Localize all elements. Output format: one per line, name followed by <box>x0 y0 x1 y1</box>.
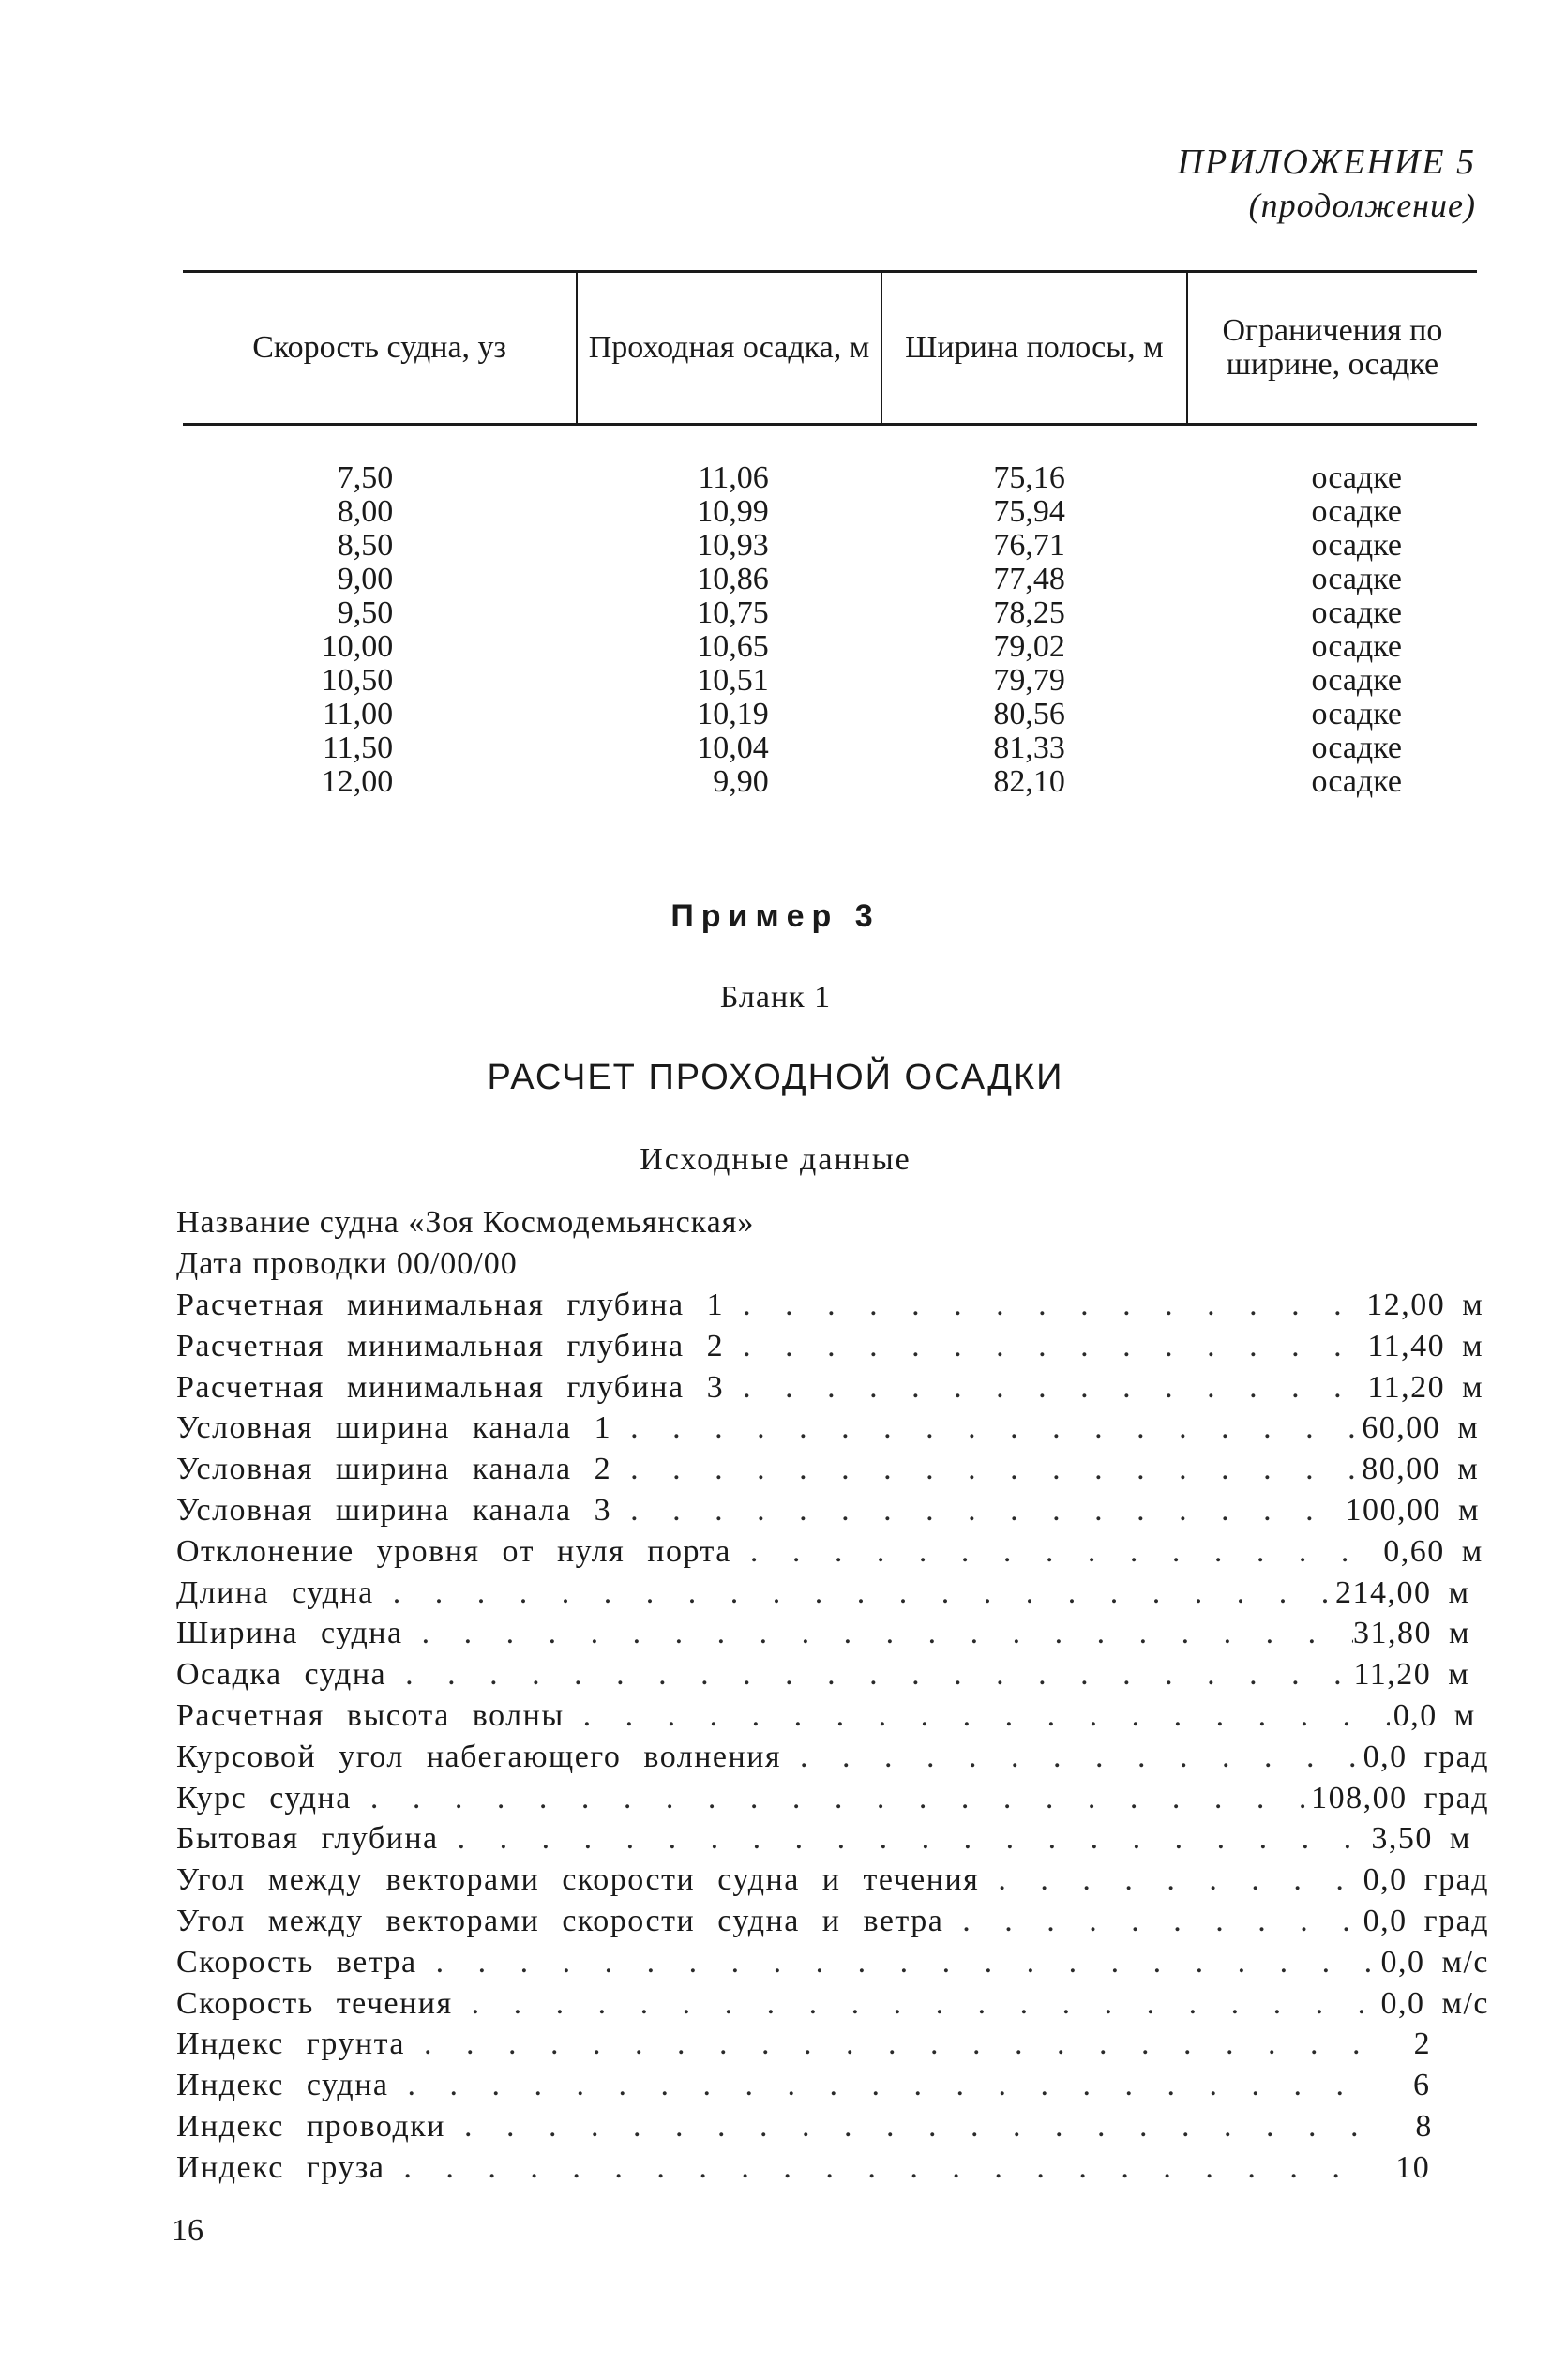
param-row <box>176 1326 1489 1367</box>
param-value: 0,0 <box>1380 1985 1425 2021</box>
leader-dots <box>731 1531 1383 1573</box>
cell-draft: 10,51 <box>697 663 769 698</box>
cell-draft: 10,19 <box>697 697 769 731</box>
results-table-container <box>183 270 1477 799</box>
cell-draft: 10,99 <box>697 494 769 529</box>
cell-limit: осадке <box>1311 629 1402 664</box>
header-lane-width: Ширина полосы, м <box>881 272 1187 425</box>
param-row <box>176 1531 1489 1573</box>
param-label: Расчетная минимальная глубина 1 <box>176 1288 725 1322</box>
leader-dots <box>724 1326 1367 1367</box>
table-row <box>183 698 1477 731</box>
leader-dots <box>611 1490 1345 1531</box>
table-row <box>183 630 1477 664</box>
cell-speed: 9,50 <box>337 595 394 630</box>
header-limits: Ограничения по ширине, осадке <box>1187 272 1477 425</box>
cell-width: 79,02 <box>993 629 1065 664</box>
param-row <box>176 1408 1489 1449</box>
param-unit: м <box>1457 1452 1480 1487</box>
param-label: Условная ширина канала 1 <box>176 1410 612 1446</box>
leader-dots <box>611 1408 1362 1449</box>
param-row <box>176 1285 1489 1326</box>
example-heading: Пример 3 <box>670 898 881 934</box>
param-value: 0,0 <box>1363 1862 1408 1898</box>
vessel-name-line: Название судна «Зоя Космодемьянская» <box>176 1205 755 1240</box>
cell-draft: 10,93 <box>697 528 769 563</box>
leader-dots <box>403 1613 1353 1654</box>
param-row <box>176 1737 1489 1778</box>
leader-dots <box>453 1983 1372 2025</box>
param-value: 6 <box>1412 2068 1431 2103</box>
param-row <box>176 2106 1489 2147</box>
param-unit: м <box>1457 1410 1480 1446</box>
param-label: Скорость ветра <box>176 1944 417 1980</box>
param-value: 0,0 <box>1363 1903 1408 1938</box>
param-row <box>176 1901 1489 1942</box>
cell-draft: 9,90 <box>713 764 769 799</box>
param-row <box>176 1573 1489 1614</box>
param-label: Курс судна <box>176 1780 352 1815</box>
param-value: 8 <box>1415 2108 1433 2144</box>
cell-speed: 7,50 <box>337 460 394 495</box>
leader-dots <box>781 1737 1363 1778</box>
cell-draft: 10,75 <box>697 595 769 630</box>
cell-limit: осадке <box>1311 562 1402 596</box>
param-value: 31,80 <box>1353 1616 1433 1651</box>
cell-draft: 10,86 <box>697 562 769 596</box>
param-unit: м <box>1461 1533 1483 1569</box>
leader-dots <box>405 2024 1375 2065</box>
param-unit: м <box>1449 1616 1471 1651</box>
input-data-heading: Исходные данные <box>640 1142 911 1177</box>
param-value: 60,00 <box>1362 1410 1441 1446</box>
leader-dots <box>565 1695 1390 1737</box>
param-label: Условная ширина канала 3 <box>176 1492 612 1528</box>
param-value: 0,0 <box>1393 1697 1438 1733</box>
table-row <box>183 596 1477 630</box>
param-label: Скорость течения <box>176 1985 453 2021</box>
param-label: Бытовая глубина <box>176 1821 439 1857</box>
cell-width: 78,25 <box>993 595 1065 630</box>
table-row <box>183 529 1477 563</box>
param-unit: град <box>1423 1739 1489 1774</box>
param-value: 12,00 <box>1366 1288 1446 1322</box>
leader-dots <box>724 1285 1366 1326</box>
param-value: 11,40 <box>1367 1328 1446 1363</box>
leader-dots <box>724 1367 1367 1408</box>
leader-dots <box>943 1901 1363 1942</box>
param-row <box>176 1490 1489 1531</box>
cell-speed: 11,50 <box>322 731 394 765</box>
cell-limit: осадке <box>1311 460 1402 495</box>
cell-width: 81,33 <box>993 731 1065 765</box>
param-label: Индекс проводки <box>176 2108 445 2144</box>
table-row <box>183 731 1477 765</box>
param-row <box>176 1860 1489 1901</box>
pilotage-date-line: Дата проводки 00/00/00 <box>176 1246 518 1281</box>
param-unit: м <box>1458 1492 1481 1528</box>
param-label: Угол между векторами скорости судна и течения <box>176 1862 980 1898</box>
param-row <box>176 1818 1489 1860</box>
param-value: 0,0 <box>1380 1944 1425 1980</box>
param-row <box>176 1983 1489 2025</box>
form-label: Бланк 1 <box>719 980 832 1015</box>
table-row <box>183 495 1477 529</box>
leader-dots <box>386 1654 1353 1695</box>
param-value: 3,50 <box>1371 1821 1433 1857</box>
param-value: 0,0 <box>1363 1739 1408 1774</box>
param-value: 100,00 <box>1345 1492 1442 1528</box>
cell-width: 75,94 <box>993 494 1065 529</box>
param-unit: м <box>1448 1574 1470 1610</box>
param-value: 80,00 <box>1362 1452 1441 1487</box>
appendix-header <box>1178 141 1476 227</box>
param-unit: град <box>1423 1780 1489 1815</box>
param-label: Отклонение уровня от нуля порта <box>176 1533 731 1569</box>
header-speed: Скорость судна, уз <box>183 272 577 425</box>
param-label: Длина судна <box>176 1574 374 1610</box>
param-unit: м <box>1448 1657 1470 1693</box>
param-value: 10 <box>1395 2149 1431 2185</box>
leader-dots <box>384 2147 1373 2189</box>
param-unit: м <box>1462 1369 1484 1405</box>
leader-dots <box>417 1942 1370 1983</box>
appendix-title: ПРИЛОЖЕНИЕ 5 <box>1177 143 1476 182</box>
cell-speed: 9,00 <box>337 562 394 596</box>
cell-speed: 10,50 <box>321 663 394 698</box>
param-unit: град <box>1423 1903 1489 1938</box>
cell-speed: 8,50 <box>337 528 394 563</box>
page-number: 16 <box>172 2213 203 2248</box>
cell-speed: 12,00 <box>321 764 394 799</box>
cell-limit: осадке <box>1311 697 1402 731</box>
results-table <box>183 270 1477 799</box>
table-row <box>183 425 1477 496</box>
param-row <box>176 1449 1489 1490</box>
param-row <box>176 1613 1489 1654</box>
cell-width: 76,71 <box>993 528 1065 563</box>
param-value: 0,60 <box>1383 1533 1445 1569</box>
leader-dots <box>611 1449 1362 1490</box>
param-label: Угол между векторами скорости судна и ветра <box>176 1903 944 1938</box>
cell-width: 77,48 <box>993 562 1065 596</box>
cell-width: 80,56 <box>993 697 1065 731</box>
param-row <box>176 1942 1489 1983</box>
param-row <box>176 2065 1489 2106</box>
cell-limit: осадке <box>1311 731 1402 765</box>
param-row <box>176 1778 1489 1819</box>
param-unit: м/с <box>1441 1944 1489 1980</box>
header-draft: Проходная осадка, м <box>577 272 881 425</box>
cell-draft: 11,06 <box>698 460 769 495</box>
param-label: Индекс судна <box>176 2068 389 2103</box>
cell-limit: осадке <box>1311 528 1402 563</box>
cell-limit: осадке <box>1311 764 1402 799</box>
param-value: 2 <box>1413 2026 1432 2062</box>
param-unit: град <box>1423 1862 1489 1898</box>
table-header-row <box>183 272 1477 425</box>
cell-draft: 10,04 <box>697 731 769 765</box>
param-row <box>176 2147 1489 2189</box>
param-label: Курсовой угол набегающего волнения <box>176 1739 782 1774</box>
table-row <box>183 563 1477 596</box>
param-row <box>176 1367 1489 1408</box>
param-row <box>176 1695 1489 1737</box>
cell-limit: осадке <box>1311 595 1402 630</box>
param-label: Условная ширина канала 2 <box>176 1452 612 1487</box>
param-value: 214,00 <box>1335 1574 1432 1610</box>
leader-dots <box>979 1860 1363 1901</box>
param-value: 11,20 <box>1353 1657 1432 1693</box>
param-label: Расчетная минимальная глубина 2 <box>176 1328 725 1363</box>
table-row <box>183 765 1477 799</box>
param-label: Осадка судна <box>176 1657 387 1693</box>
param-row <box>176 1654 1489 1695</box>
leader-dots <box>445 2106 1378 2147</box>
param-label: Расчетная высота волны <box>176 1697 565 1733</box>
input-parameters-list <box>176 1202 1489 2189</box>
cell-limit: осадке <box>1311 494 1402 529</box>
calculation-title: РАСЧЕТ ПРОХОДНОЙ ОСАДКИ <box>487 1058 1064 1097</box>
table-row <box>183 664 1477 698</box>
param-value: 108,00 <box>1311 1780 1408 1815</box>
param-label: Расчетная минимальная глубина 3 <box>176 1369 725 1405</box>
cell-draft: 10,65 <box>697 629 769 664</box>
leader-dots <box>352 1778 1311 1819</box>
leader-dots <box>374 1573 1335 1614</box>
param-unit: м <box>1449 1821 1471 1857</box>
cell-speed: 10,00 <box>321 629 394 664</box>
cell-speed: 8,00 <box>337 494 394 529</box>
param-value: 11,20 <box>1367 1369 1446 1405</box>
cell-width: 75,16 <box>993 460 1065 495</box>
param-label: Ширина судна <box>176 1616 403 1651</box>
cell-width: 79,79 <box>993 663 1065 698</box>
param-label: Индекс грунта <box>176 2026 405 2062</box>
leader-dots <box>389 2065 1374 2106</box>
param-unit: м <box>1462 1328 1484 1363</box>
cell-width: 82,10 <box>993 764 1065 799</box>
param-unit: м <box>1462 1288 1484 1322</box>
leader-dots <box>439 1818 1372 1860</box>
cell-speed: 11,00 <box>322 697 394 731</box>
cell-limit: осадке <box>1311 663 1402 698</box>
param-unit: м <box>1453 1697 1476 1733</box>
appendix-subtitle: (продолжение) <box>1248 187 1476 224</box>
param-unit: м/с <box>1441 1985 1489 2021</box>
param-label: Индекс груза <box>176 2149 385 2185</box>
param-row <box>176 2024 1489 2065</box>
